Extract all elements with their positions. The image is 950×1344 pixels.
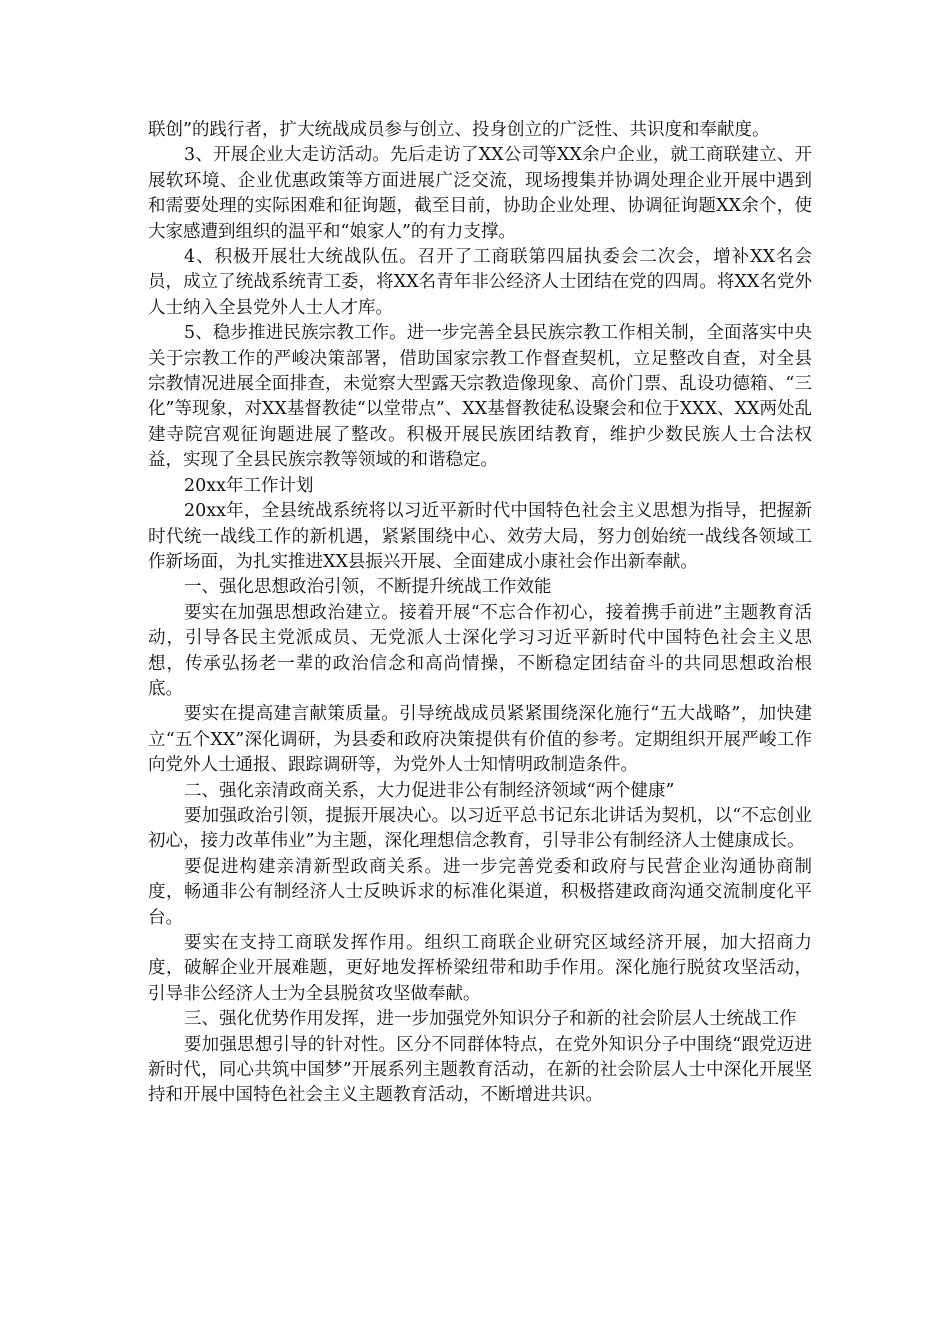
paragraph-11: 要促进构建亲清新型政商关系。进一步完善党委和政府与民营企业沟通协商制度，畅通非公有制经济人士反映诉求的标准化渠道，积极搭建政商沟通交流制度化平台。 <box>148 856 812 928</box>
paragraph-12: 要实在支持工商联发挥作用。组织工商联企业研究区域经济开展，加大招商力度，破解企业开展难题，更好地发挥桥梁纽带和助手作用。深化施行脱贫攻坚活动，引导非公经济人士为全县脱贫攻坚做奉献。 <box>148 933 812 1004</box>
paragraph-1: 联创”的践行者，扩大统战成员参与创立、投身创立的广泛性、共识度和奉献度。 <box>148 120 770 140</box>
paragraph-10: 要加强政治引领，提振开展决心。以习近平总书记东北讲话为契机，以“不忘创业初心，接力改革伟业”为主题，深化理想信念教育，引导非公有制经济人士健康成长。 <box>148 805 812 852</box>
section-heading-plan: 20xx年工作计划 <box>184 475 314 496</box>
heading-two: 二、强化亲清政商关系，大力促进非公有制经济领域“两个健康” <box>184 780 675 801</box>
paragraph-4: 5、稳步推进民族宗教工作。进一步完善全县民族宗教工作相关制，全面落实中央关于宗教工作的严峻决策部署，借助国家宗教工作督查契机，立足整改自查，对全县宗教情况进展全面排查，未觉察大型露天宗教造像现象、高价门票、乱设功德箱、“三化”等现象，对XX基督教徒“以堂带点”、XX基督教徒私设聚会和位于XXX、XX两处乱建寺院宫观征询题进展了整改。积极开展民族团结教育，维护少数民族人士合法权益，实现了全县民族宗教等领域的和谐稳定。 <box>148 323 812 471</box>
paragraph-14: 要加强思想引导的针对性。区分不同群体特点，在党外知识分子中围绕“跟党迈进新时代，同心共筑中国梦”开展系列主题教育活动，在新的社会阶层人士中深化开展坚持和开展中国特色社会主义主题教育活动，不断增进共识。 <box>148 1034 812 1106</box>
paragraph-7: 要实在加强思想政治建立。接着开展“不忘合作初心，接着携手前进”主题教育活动，引导各民主党派成员、无党派人士深化学习习近平新时代中国特色社会主义思想，传承弘扬老一辈的政治信念和高尚情操，不断稳定团结奋斗的共同思想政治根底。 <box>148 602 812 699</box>
paragraph-8: 要实在提高建言献策质量。引导统战成员紧紧围绕深化施行“五大战略”，加快建立“五个XX”深化调研，为县委和政府决策提供有价值的参考。定期组织开展严峻工作向党外人士通报、跟踪调研等，为党外人士知情明政制造条件。 <box>148 704 812 776</box>
heading-one: 一、强化思想政治引领，不断提升统战工作效能 <box>184 577 552 598</box>
heading-three: 三、强化优势作用发挥，进一步加强党外知识分子和新的社会阶层人士统战工作 <box>184 1009 797 1030</box>
paragraph-plan-intro: 20xx年，全县统战系统将以习近平新时代中国特色社会主义思想为指导，把握新时代统一战线工作的新机遇，紧紧围绕中心、效劳大局，努力创始统一战线各领域工作新场面，为扎实推进XX县振兴开展、全面建成小康社会作出新奉献。 <box>148 501 812 572</box>
paragraph-2: 3、开展企业大走访活动。先后走访了XX公司等XX余户企业，就工商联建立、开展软环境、企业优惠政策等方面进展广泛交流，现场搜集并协调处理企业开展中遇到和需要处理的实际困难和征询题，截至目前，协助企业处理、协调征询题XX余个，使大家感遭到组织的温平和“娘家人”的有力支撑。 <box>148 145 812 242</box>
document-body <box>148 118 812 1109</box>
paragraph-3: 4、积极开展壮大统战队伍。召开了工商联第四届执委会二次会，增补XX名会员，成立了统战系统青工委，将XX名青年非公经济人士团结在党的四周。将XX名党外人士纳入全县党外人士人才库。 <box>148 247 812 318</box>
